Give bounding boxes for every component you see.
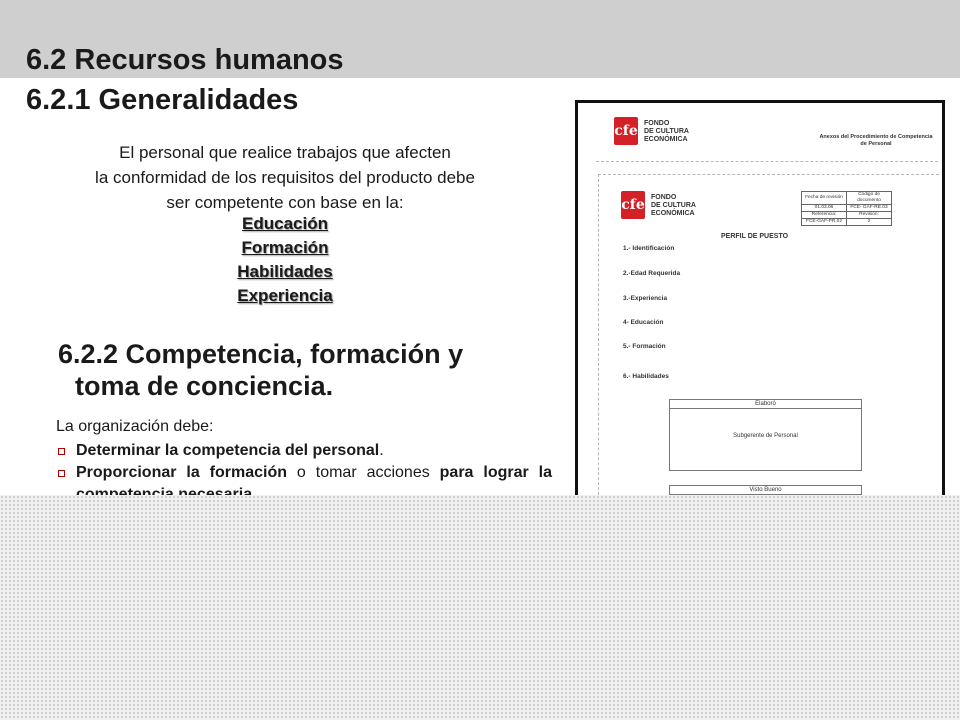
meta-ref-label: Referencia: xyxy=(802,212,847,219)
elaboro-label: Elaboró xyxy=(670,400,861,409)
list-item-formacion: Formación xyxy=(241,238,329,257)
meta-rev-value: 2 xyxy=(847,219,892,226)
competencia-title-line-2: toma de conciencia. xyxy=(75,371,334,401)
competence-bases-list xyxy=(30,212,540,308)
bullet-2-rest-a: o tomar acciones xyxy=(287,464,440,481)
competencia-title xyxy=(58,338,558,402)
meta-ref-value: FCE-GAF-PR.02 xyxy=(802,219,847,226)
org-name: FONDO DE CULTURA ECONÓMICA xyxy=(651,194,696,217)
elaboro-box xyxy=(669,399,862,471)
fce-logo-icon: cfe xyxy=(614,117,638,145)
meta-rev-label: Revisión: xyxy=(847,212,892,219)
square-bullet-icon xyxy=(58,470,65,477)
visto-bueno-label: Visto Bueno xyxy=(670,486,861,495)
meta-codigo-label: Código de documento xyxy=(847,192,892,205)
annex-title: Anexos del Procedimiento de Competencia de Personal xyxy=(819,134,933,147)
generalidades-line-1: El personal que realice trabajos que afecten xyxy=(119,143,451,162)
divider xyxy=(596,161,938,162)
square-bullet-icon xyxy=(58,448,65,455)
list-item-experiencia: Experiencia xyxy=(237,286,333,305)
document-meta-table xyxy=(801,191,892,226)
bullet-2-bold-a: Proporcionar la formación xyxy=(76,464,287,481)
organization-intro: La organización debe: xyxy=(56,418,214,435)
list-item-educacion: Educación xyxy=(242,214,328,233)
generalidades-text xyxy=(30,140,540,215)
meta-codigo-value: FCE- GAF-RE.03 xyxy=(847,205,892,212)
field-habilidades: 6.- Habilidades xyxy=(623,373,669,380)
field-formacion: 5.- Formación xyxy=(623,343,666,350)
generalidades-line-2: la conformidad de los requisitos del producto debe xyxy=(95,168,475,187)
field-edad: 2.-Edad Requerida xyxy=(623,270,681,277)
bullet-1-bold: Determinar la competencia del personal xyxy=(76,442,380,459)
bullet-1-rest: . xyxy=(379,442,384,459)
dotted-overlay xyxy=(0,495,960,720)
competencia-title-line-1: 6.2.2 Competencia, formación y xyxy=(58,339,464,369)
list-item xyxy=(56,440,552,462)
subsection-title: 6.2.1 Generalidades xyxy=(26,84,299,116)
meta-fecha-label: Fecha de revisión xyxy=(802,192,847,205)
section-title: 6.2 Recursos humanos xyxy=(26,44,344,76)
list-item-habilidades: Habilidades xyxy=(237,262,333,281)
generalidades-line-3: ser competente con base en la: xyxy=(166,193,404,212)
meta-fecha-value: 01.03.06 xyxy=(802,205,847,212)
org-name: FONDO DE CULTURA ECONÓMICA xyxy=(644,120,689,143)
field-identificacion: 1.- Identificación xyxy=(623,245,675,252)
elaboro-value: Subgerente de Personal xyxy=(733,433,798,439)
fce-logo-icon: cfe xyxy=(621,191,645,219)
document-image xyxy=(575,100,945,516)
field-experiencia: 3.-Experiencia xyxy=(623,295,668,302)
form-title: PERFIL DE PUESTO xyxy=(721,233,789,240)
bullet-2-bold-b: para lograr la xyxy=(439,464,552,481)
field-educacion: 4- Educación xyxy=(623,319,664,326)
form-page xyxy=(598,174,939,515)
